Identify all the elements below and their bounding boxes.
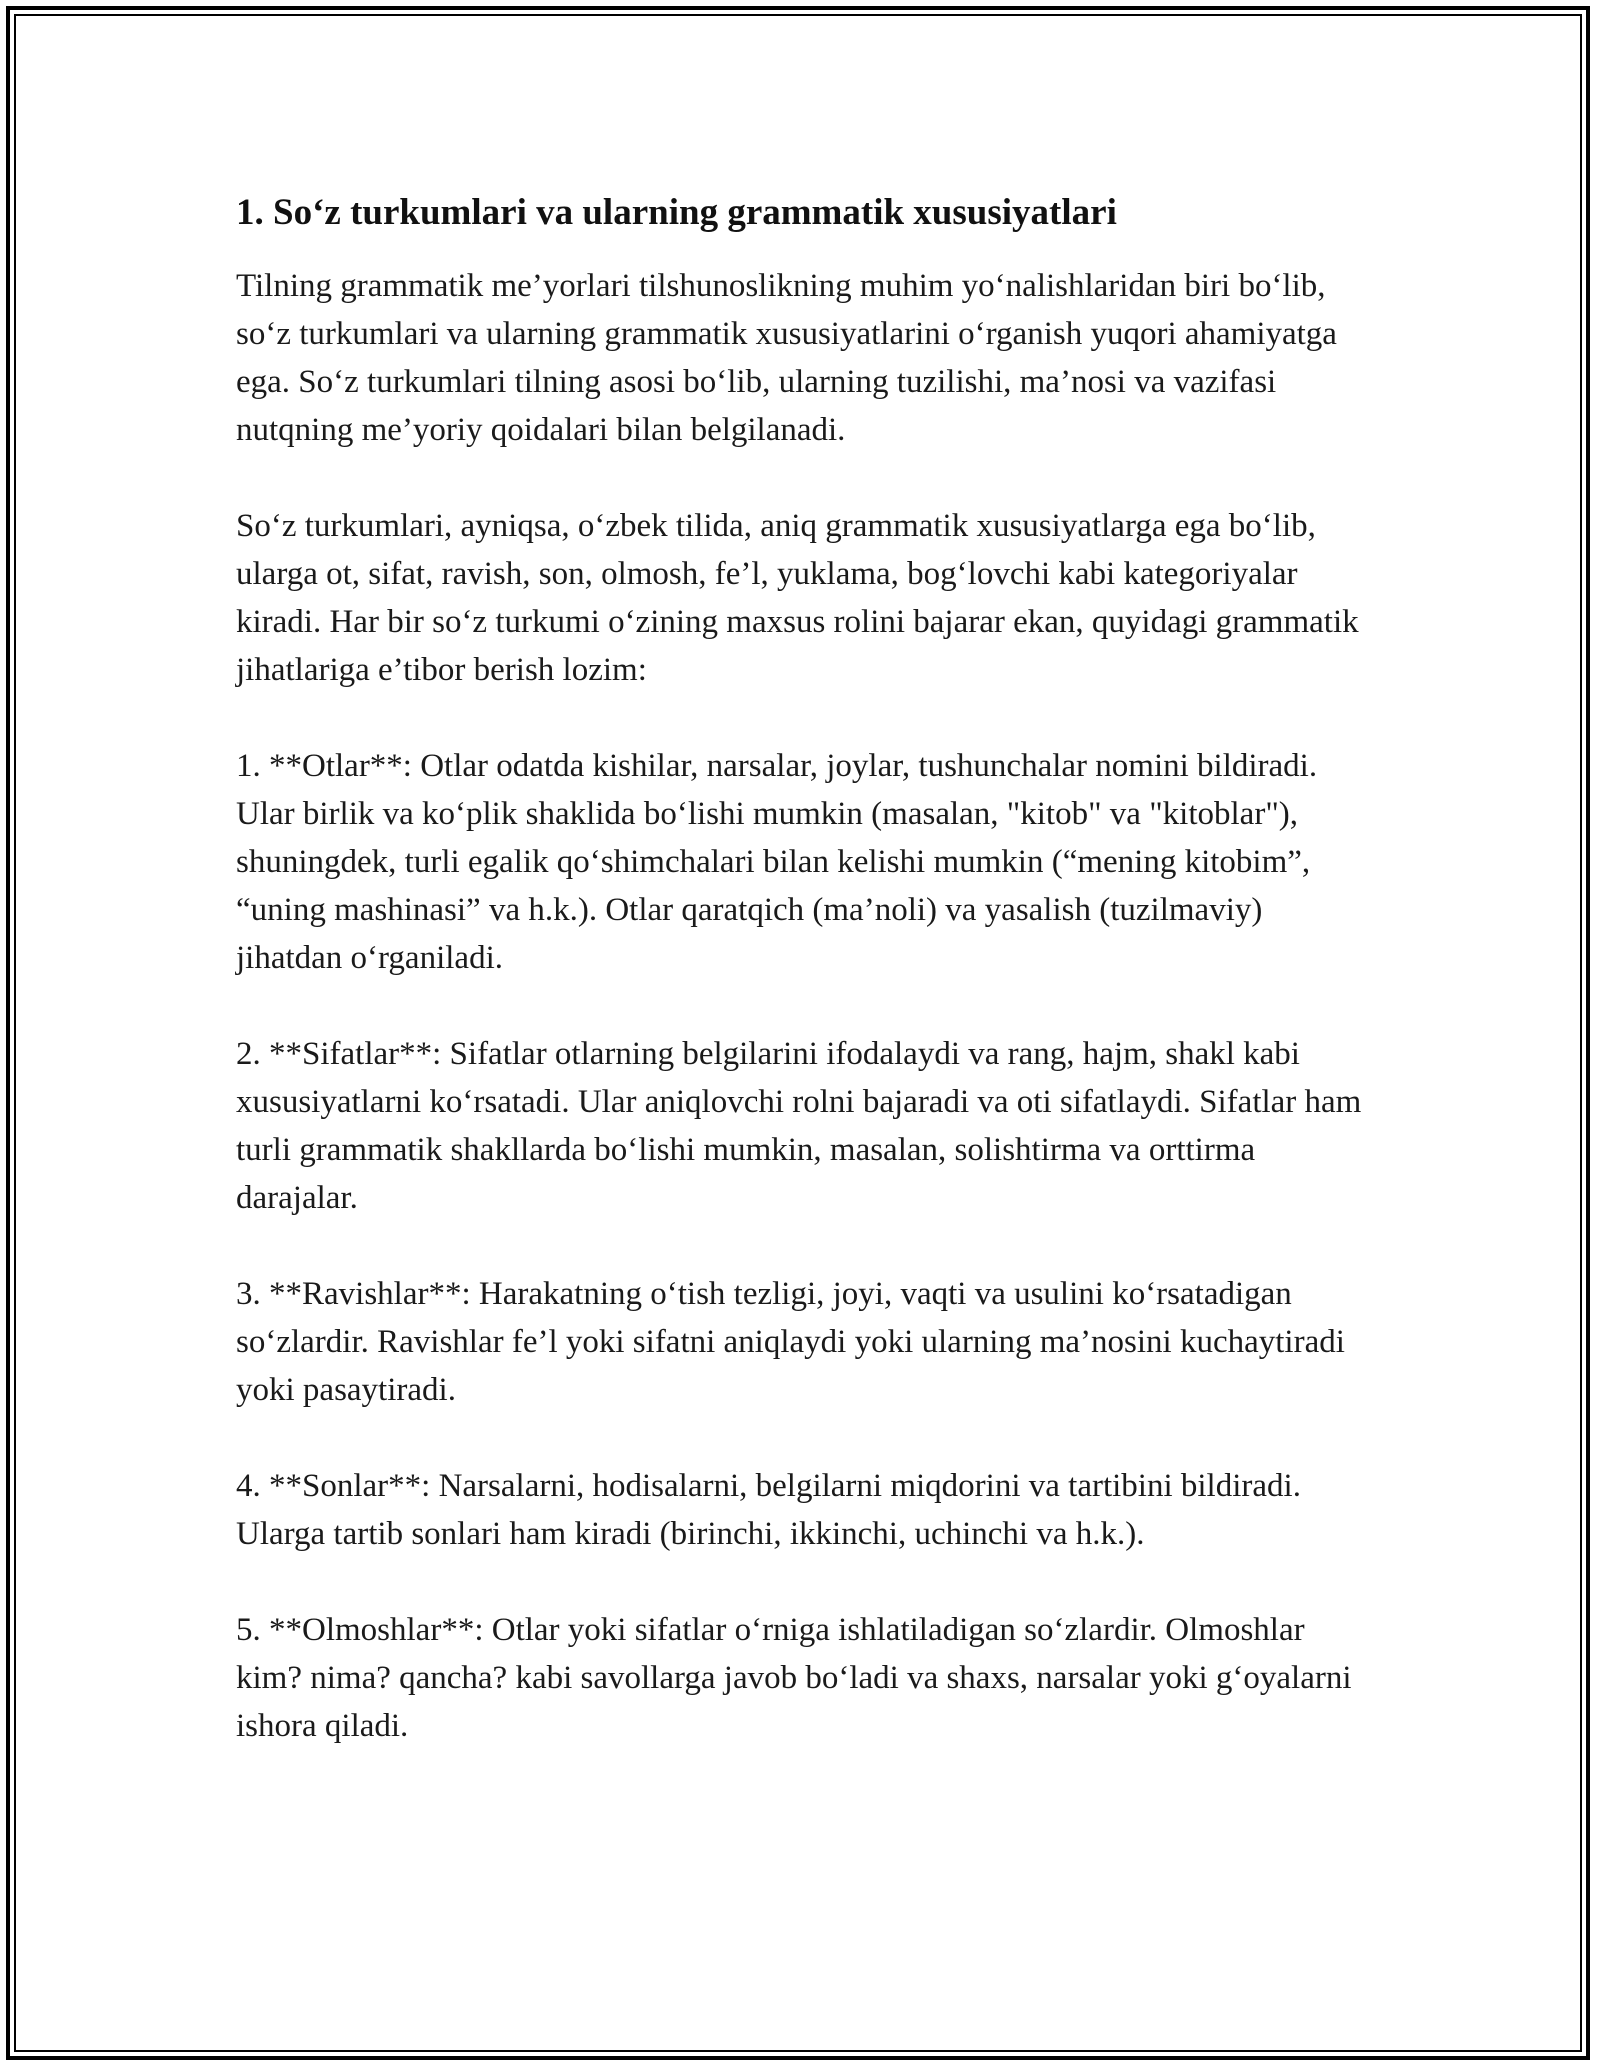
categories-paragraph: So‘z turkumlari, ayniqsa, o‘zbek tilida, aniq grammatik xususiyatlarga ega bo‘lib, ularga ot, sifat, ravish, son, olmosh, fe’l, yuklama, bog‘lovchi kabi kategoriyalar kiradi. Har bir so‘z turkumi o‘zining maxsus rolini bajarar ekan, quyidagi grammatik jihatlariga e’tibor berish lozim: — [236, 508, 1359, 688]
list-item-nouns: 1. **Otlar**: Otlar odatda kishilar, narsalar, joylar, tushunchalar nomini bildiradi. Ular birlik va ko‘plik shaklida bo‘lishi mumkin (masalan, "kitob" va "kitoblar"), shuningdek, turli egalik qo‘shimchalari bilan kelishi mumkin (“mening kitobim”, “uning mashinasi” va h.k.). Otlar qaratqich (ma’noli) va yasalish (tuzilmaviy) jihatdan o‘rganiladi. — [236, 748, 1318, 976]
document-body — [236, 188, 1376, 1798]
intro-paragraph: Tilning grammatik me’yorlari tilshunoslikning muhim yo‘nalishlaridan biri bo‘lib, so‘z turkumlari va ularning grammatik xususiyatlarini o‘rganish yuqori ahamiyatga ega. So‘z turkumlari tilning asosi bo‘lib, ularning tuzilishi, ma’nosi va vazifasi nutqning me’yoriy qoidalari bilan belgilanadi. — [236, 268, 1337, 448]
list-item-adjectives: 2. **Sifatlar**: Sifatlar otlarning belgilarini ifodalaydi va rang, hajm, shakl kabi xususiyatlarni ko‘rsatadi. Ular aniqlovchi rolni bajaradi va oti sifatlaydi. Sifatlar ham turli grammatik shakllarda bo‘lishi mumkin, masalan, solishtirma va orttirma darajalar. — [236, 1036, 1362, 1216]
list-item-pronouns: 5. **Olmoshlar**: Otlar yoki sifatlar o‘rniga ishlatiladigan so‘zlardir. Olmoshlar kim? nima? qancha? kabi savollarga javob bo‘ladi va shaxs, narsalar yoki g‘oyalarni ishora qiladi. — [236, 1612, 1352, 1744]
section-heading: 1. So‘z turkumlari va ularning grammatik xususiyatlari — [236, 192, 1117, 233]
list-item-adverbs: 3. **Ravishlar**: Harakatning o‘tish tezligi, joyi, vaqti va usulini ko‘rsatadigan so‘zlardir. Ravishlar fe’l yoki sifatni aniqlaydi yoki ularning ma’nosini kuchaytiradi yoki pasaytiradi. — [236, 1276, 1345, 1408]
list-item-numerals: 4. **Sonlar**: Narsalarni, hodisalarni, belgilarni miqdorini va tartibini bildiradi. Ularga tartib sonlari ham kiradi (birinchi, ikkinchi, uchinchi va h.k.). — [236, 1468, 1301, 1552]
